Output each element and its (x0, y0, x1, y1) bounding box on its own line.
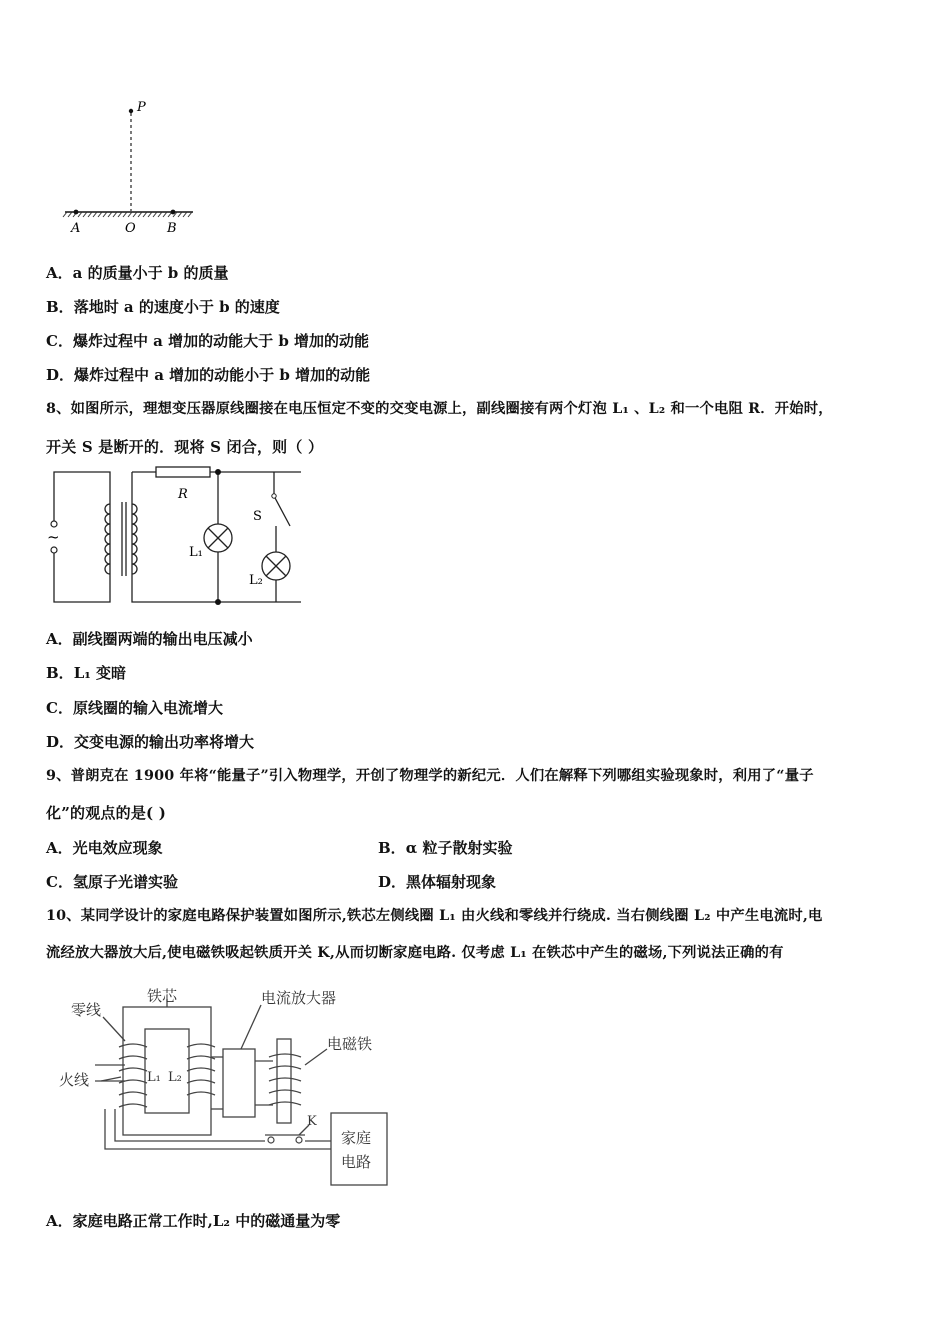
q9-option-d: D．黑体辐射现象 (378, 873, 497, 891)
q9-stem-line1: 9、普朗克在 1900 年将“能量子”引入物理学，开创了物理学的新纪元．人们在解释下列哪组实验现象时，利用了“量子 (46, 768, 814, 784)
figure-point-p (55, 95, 205, 245)
label-iron-core: 铁芯 (147, 987, 178, 1005)
label-electromagnet: 电磁铁 (327, 1035, 373, 1053)
q9-option-a: A．光电效应现象 (46, 839, 163, 857)
label-o: O (125, 221, 136, 236)
label-p: P (137, 100, 146, 115)
label-l1: L₁ (147, 1070, 161, 1085)
q10-stem-line1: 10、某同学设计的家庭电路保护装置如图所示,铁芯左侧线圈 L₁ 由火线和零线并行绕成. 当右侧线圈 L₂ 中产生电流时,电 (46, 908, 823, 924)
label-l1: L₁ (189, 545, 203, 560)
q8-stem-line2: 开关 S 是断开的．现将 S 闭合，则（ ） (46, 438, 324, 456)
label-r: R (178, 487, 188, 502)
q8-option-c: C．原线圈的输入电流增大 (46, 699, 223, 717)
q8-option-d: D．交变电源的输出功率将增大 (46, 733, 255, 751)
q8-option-a: A．副线圈两端的输出电压减小 (46, 630, 253, 648)
q8-option-b: B．L₁ 变暗 (46, 664, 127, 682)
q10-option-a: A．家庭电路正常工作时,L₂ 中的磁通量为零 (46, 1212, 341, 1230)
figure-transformer-circuit (44, 466, 309, 611)
q9-stem-line2: 化”的观点的是( ) (46, 804, 167, 822)
q7-option-a: A．a 的质量小于 b 的质量 (46, 264, 229, 282)
label-live-wire: 火线 (59, 1071, 90, 1089)
label-s: S (253, 509, 262, 524)
label-l2: L₂ (168, 1070, 182, 1085)
label-l2: L₂ (249, 573, 263, 588)
label-home-circuit-2: 电路 (341, 1153, 372, 1171)
q10-stem-line2: 流经放大器放大后,使电磁铁吸起铁质开关 K,从而切断家庭电路. 仅考虑 L₁ 在铁芯中产生的磁场,下列说法正确的有 (46, 945, 784, 961)
q9-option-c: C．氢原子光谱实验 (46, 873, 178, 891)
q9-option-b: B．α 粒子散射实验 (378, 839, 513, 857)
q7-option-d: D．爆炸过程中 a 增加的动能小于 b 增加的动能 (46, 366, 371, 384)
label-b: B (167, 221, 177, 236)
label-neutral-wire: 零线 (71, 1001, 102, 1019)
label-a: A (71, 221, 81, 236)
q7-option-b: B．落地时 a 的速度小于 b 的速度 (46, 298, 280, 316)
q7-option-c: C．爆炸过程中 a 增加的动能大于 b 增加的动能 (46, 332, 370, 350)
label-k: K (307, 1114, 317, 1129)
ac-source-symbol: ~ (47, 528, 60, 546)
label-amplifier: 电流放大器 (261, 989, 337, 1007)
figure-protection-device (55, 985, 400, 1190)
label-home-circuit-1: 家庭 (341, 1129, 372, 1147)
q8-stem-line1: 8、如图所示，理想变压器原线圈接在电压恒定不变的交变电源上，副线圈接有两个灯泡 L₁ 、L₂ 和一个电阻 R．开始时， (46, 401, 833, 417)
